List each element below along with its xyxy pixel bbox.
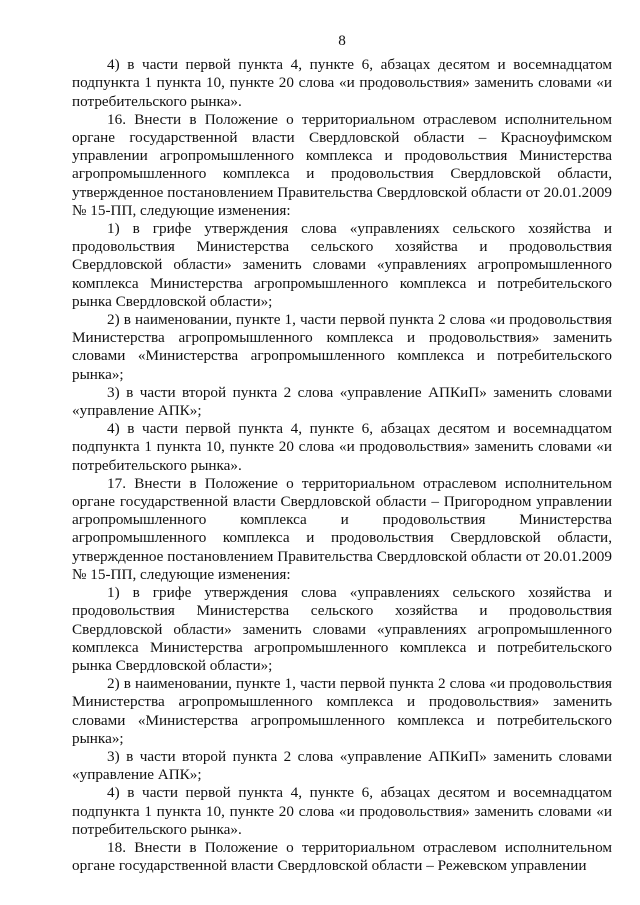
paragraph-section-16: 16. Внести в Положение о территориальном отраслевом исполнительном органе государственной власти Свердловской области – Красноуфимском управлении агропромышленного комплекса и продовольствия Министерства агропромышленного комплекса и продовольствия Свердловской области, утвержденное постановлением Правительства Свердловской области от 20.01.2009 № 15-ПП, следующие изменения: <box>72 110 612 219</box>
paragraph-17-item-3: 3) в части второй пункта 2 слова «управление АПКиП» заменить словами «управление АПК»; <box>72 747 612 784</box>
paragraph-16-item-3: 3) в части второй пункта 2 слова «управление АПКиП» заменить словами «управление АПК»; <box>72 383 612 420</box>
page-number: 8 <box>338 32 346 49</box>
paragraph-16-item-2: 2) в наименовании, пункте 1, части первой пункта 2 слова «и продовольствия Министерства агропромышленного комплекса и продовольствия» заменить словами «Министерства агропромышленного комплекса и потребительского рынка»; <box>72 311 612 383</box>
paragraph-16-item-1: 1) в грифе утверждения слова «управлениях сельского хозяйства и продовольствия Министерства сельского хозяйства и продовольствия Свердловской области» заменить словами «управлениях агропромышленного комплекса Министерства агропромышленного комплекса и потребительского рынка Свердловской области»; <box>72 220 612 310</box>
paragraph-item-4-continuation: 4) в части первой пункта 4, пункте 6, абзацах десятом и восемнадцатом подпункта 1 пункта 10, пункте 20 слова «и продовольствия» заменить словами «и потребительского рынка». <box>72 56 612 110</box>
paragraph-section-17: 17. Внести в Положение о территориальном отраслевом исполнительном органе государственной власти Свердловской области – Пригородном управлении агропромышленного комплекса и продовольствия Министерства агропромышленного комплекса и продовольствия Свердловской области, утвержденное постановлением Правительства Свердловской области от 20.01.2009 № 15-ПП, следующие изменения: <box>72 474 612 583</box>
paragraph-section-18: 18. Внести в Положение о территориальном отраслевом исполнительном органе государственной власти Свердловской области – Режевском управлении <box>72 838 612 875</box>
paragraph-17-item-2: 2) в наименовании, пункте 1, части первой пункта 2 слова «и продовольствия Министерства агропромышленного комплекса и продовольствия» заменить словами «Министерства агропромышленного комплекса и потребительского рынка»; <box>72 675 612 747</box>
paragraph-16-item-4: 4) в части первой пункта 4, пункте 6, абзацах десятом и восемнадцатом подпункта 1 пункта 10, пункте 20 слова «и продовольствия» заменить словами «и потребительского рынка». <box>72 420 612 474</box>
paragraph-17-item-1: 1) в грифе утверждения слова «управлениях сельского хозяйства и продовольствия Министерства сельского хозяйства и продовольствия Свердловской области» заменить словами «управлениях агропромышленного комплекса Министерства агропромышленного комплекса и потребительского рынка Свердловской области»; <box>72 584 612 674</box>
paragraph-17-item-4: 4) в части первой пункта 4, пункте 6, абзацах десятом и восемнадцатом подпункта 1 пункта 10, пункте 20 слова «и продовольствия» заменить словами «и потребительского рынка». <box>72 784 612 838</box>
